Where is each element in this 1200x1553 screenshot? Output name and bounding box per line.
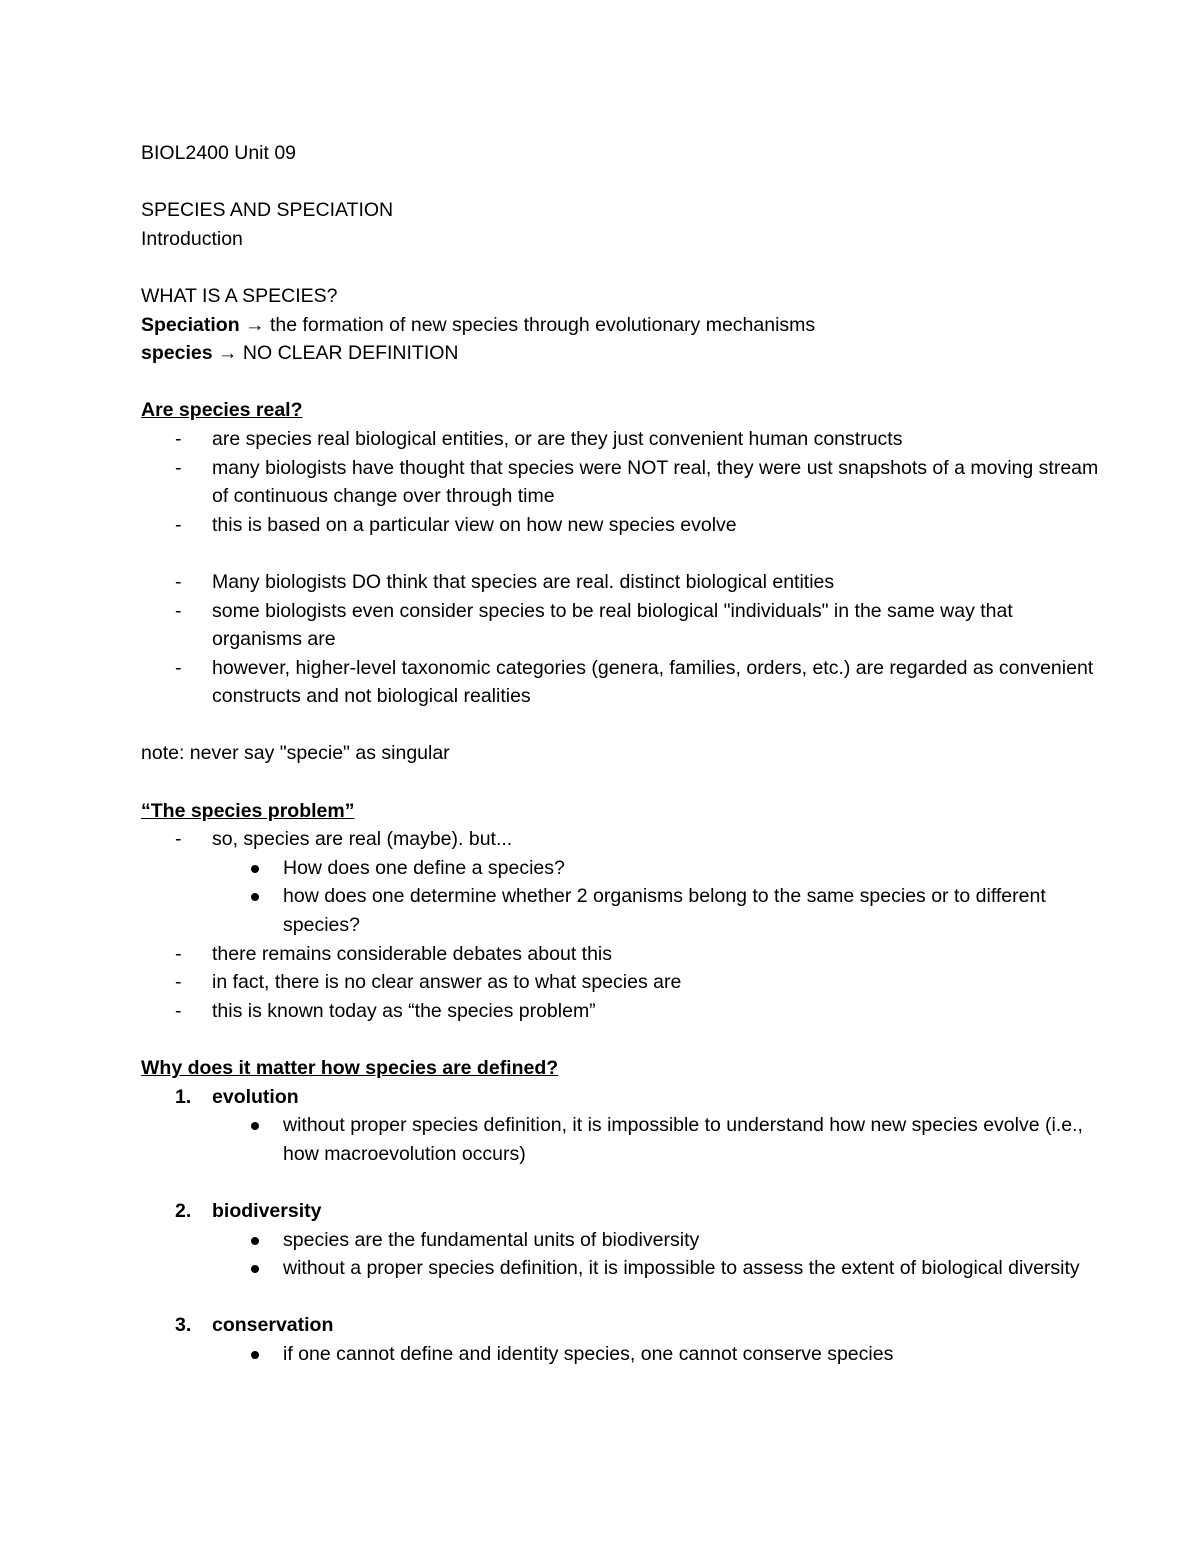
sub-list-item: species are the fundamental units of biodiversity	[141, 1226, 1101, 1255]
sub-list-item: without a proper species definition, it is impossible to assess the extent of biological diversity	[141, 1254, 1101, 1283]
course-title: BIOL2400 Unit 09	[141, 142, 297, 164]
sub-list-item: How does one define a species?	[141, 854, 1101, 883]
section-heading-are-species-real: Are species real?	[141, 399, 303, 422]
definition-term: Speciation	[141, 313, 240, 336]
bullet-icon	[251, 1351, 259, 1359]
sub-list-item: without proper species definition, it is impossible to understand how new species evolve (i.e., how macroevolution occurs)	[141, 1111, 1101, 1168]
list-item: - however, higher-level taxonomic categories (genera, families, orders, etc.) are regarded as convenient constructs and not biological realities	[175, 656, 1094, 708]
unit-subtitle: Introduction	[141, 227, 243, 250]
what-is-heading: WHAT IS A SPECIES?	[141, 284, 338, 307]
list-item: - Many biologists DO think that species are real. distinct biological entities	[175, 570, 835, 593]
section-heading-why-matter: Why does it matter how species are defined?	[141, 1057, 559, 1079]
bullet-icon	[251, 1237, 259, 1245]
list-item: - some biologists even consider species to be real biological "individuals" in the same way that organisms are	[175, 599, 1013, 651]
bullet-icon	[251, 1122, 259, 1130]
document-page	[141, 139, 1101, 1369]
bullet-icon	[251, 865, 259, 873]
definition-speciation	[141, 311, 1101, 340]
list-item: - this is based on a particular view on how new species evolve	[175, 513, 737, 536]
unit-title: SPECIES AND SPECIATION	[141, 199, 394, 222]
list-item: - this is known today as “the species problem”	[175, 999, 596, 1022]
list-item: - are species real biological entities, or are they just convenient human constructs	[175, 427, 903, 450]
definition-species	[141, 339, 1101, 368]
definition-term: species	[141, 342, 213, 365]
numbered-item-evolution: 1. evolution	[175, 1085, 299, 1108]
numbered-item-biodiversity: 2. biodiversity	[175, 1199, 322, 1222]
section-heading-species-problem: “The species problem”	[141, 799, 355, 822]
definition-text: → NO CLEAR DEFINITION	[212, 342, 459, 365]
numbered-item-conservation: 3. conservation	[175, 1314, 334, 1337]
list-item: - there remains considerable debates about this	[175, 942, 612, 965]
sub-list-item: if one cannot define and identity species, one cannot conserve species	[141, 1340, 1101, 1369]
sub-list-item: how does one determine whether 2 organisms belong to the same species or to different species?	[141, 882, 1101, 939]
list-item: - so, species are real (maybe). but...	[175, 828, 513, 851]
list-item: - in fact, there is no clear answer as to what species are	[175, 971, 682, 994]
note: note: never say "specie" as singular	[141, 742, 450, 765]
bullet-icon	[251, 893, 259, 901]
list-item: - many biologists have thought that species were NOT real, they were ust snapshots of a moving stream of continuous change over through time	[175, 456, 1099, 508]
definition-text: → the formation of new species through evolutionary mechanisms	[239, 313, 816, 336]
bullet-icon	[251, 1265, 259, 1273]
